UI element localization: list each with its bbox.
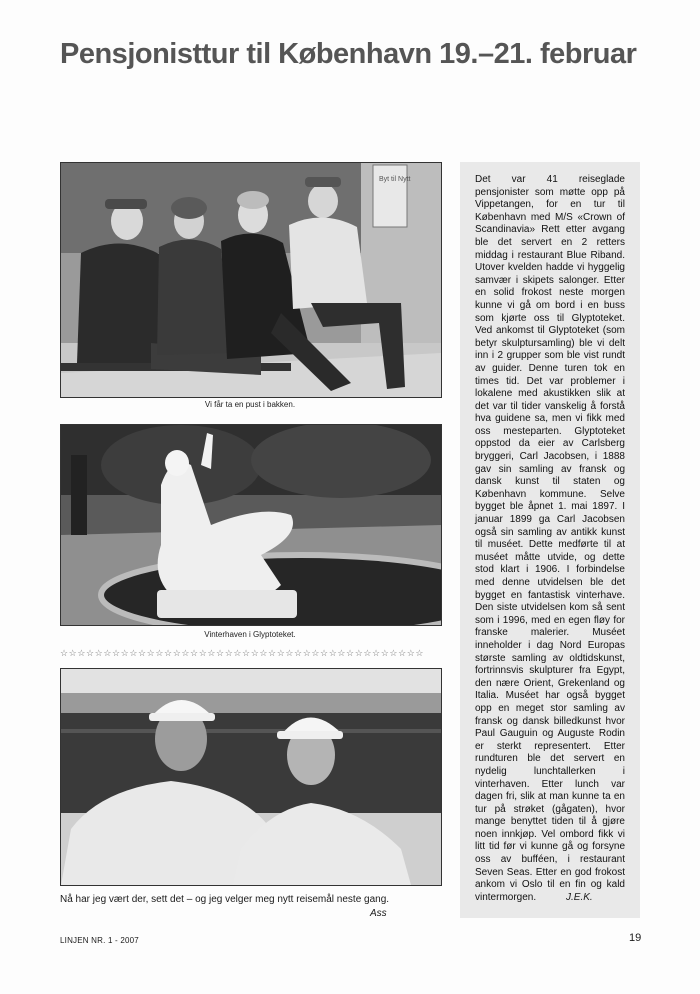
page-title: Pensjonisttur til København 19.–21. februar	[60, 38, 637, 70]
photo-pensioners-bench	[60, 162, 442, 398]
photo-caption: Vinterhaven i Glyptoteket.	[204, 630, 296, 639]
article-signature: J.E.K.	[566, 892, 593, 903]
photo-winter-garden	[60, 424, 442, 626]
article-body: Det var 41 reiseglade pensjonister som møtte opp på Vippetangen, for en tur til København med M/S «Crown of Scandinavia» Rett etter avgang ble det servert en 2 retters middag i restaurant Blue Riband. Utover kvelden hadde vi hyggelig samvær i skipets salonger. Etter en solid frokost neste morgen kunne vi gå om bord i en buss som kjørte oss til Glyptoteket. Ved ankomst til Glyptoteket (som betyr skulptursamling) ble vi delt inn i 2 grupper som ble vist rundt av guider. Denne turen tok en times tid. Det var problemer i lokalene med akustikken slik at det var til tider vanskelig å forstå hva guidene sa, men vi fikk med oss mesteparten. Glyptoteket oppstod da eier av Carlsberg bryggeri, Carl Jacobsen, i 1888 gav sin samling av fransk og dansk kunst til staten og København kommune. Selve bygget ble åpnet 1. mai 1897. I januar 1899 ga Carl Jacobsen også sin samling av antikk kunst til muséet. Dette medførte til at muséet måtte utvide, og dette stod klart i 1906. I forbindelse med denne utvidelsen ble det bygget en fantastisk vinterhave. Den siste utvidelsen kom så sent som i 1996, med en egen fløy for franske malerier. Muséet inneholder i dag Nord Europas største samling av oldtidskunst, fortrinnsvis skulpturer fra Egypt, den nære Orient, Grekenland og Italia. Muséet har også bygget opp en meget stor samling av fransk og dansk billedkunst hvor Paul Gauguin og Auguste Rodin er sterkt representert. Etter rundturen ble det servert en nydelig lunchtallerken i vinterhaven. Etter lunch var dagen fri, slik at man kunne ta en tur på strøket (gågaten), hvor mange benyttet tiden til å gjøre noen innkjøp. Vel ombord fikk vi litt tid før vi kunne gå og forsyne oss av bufféen, i restaurant Seven Seas. Etter en god frokost ankom vi Oslo til en fin og kald vintermorgen.	[475, 174, 625, 903]
photo-hard-hats	[60, 668, 442, 886]
page-number: 19	[629, 932, 642, 944]
photo-caption: Vi får ta en pust i bakken.	[204, 400, 296, 409]
street-sign-text: Byt til Nytt	[379, 176, 411, 183]
photo-caption: Nå har jeg vært der, sett det – og jeg velger meg nytt reisemål neste gang.	[60, 894, 390, 905]
star-divider: ☆☆☆☆☆☆☆☆☆☆☆☆☆☆☆☆☆☆☆☆☆☆☆☆☆☆☆☆☆☆☆☆☆☆☆☆☆☆☆☆☆☆	[60, 648, 425, 658]
caption-signature: Ass	[370, 908, 387, 919]
publication-info: LINJEN NR. 1 - 2007	[60, 936, 139, 945]
